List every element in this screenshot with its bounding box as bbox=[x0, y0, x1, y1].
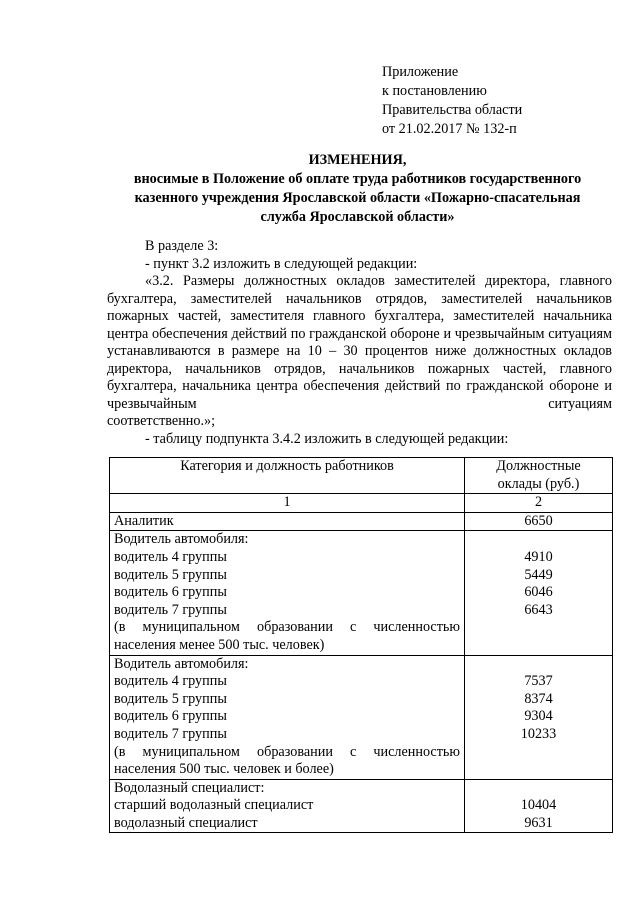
column-number-row bbox=[110, 494, 613, 513]
instruction-item: - пункт 3.2 изложить в следующей редакции: bbox=[145, 255, 418, 272]
addendum-line: к постановлению bbox=[382, 83, 487, 99]
document-body bbox=[107, 238, 612, 448]
title-main: ИЗМЕНЕНИЯ, bbox=[308, 152, 407, 168]
addendum-line: Приложение bbox=[382, 64, 459, 80]
position-group: Водитель автомобиля: водитель 4 группы водитель 5 группы водитель 6 группы водитель 7 группы (в муниципальном образовании с численностью населения менее 500 тыс. человек) bbox=[110, 531, 465, 655]
table-row bbox=[110, 779, 613, 833]
salary-table bbox=[109, 457, 613, 833]
instruction-item: - таблицу подпункта 3.4.2 изложить в следующей редакции: bbox=[145, 430, 509, 447]
position-group: Водолазный специалист: старший водолазный специалист водолазный специалист bbox=[110, 779, 465, 833]
position-group: Водитель автомобиля: водитель 4 группы водитель 5 группы водитель 6 группы водитель 7 группы (в муниципальном образовании с численностью населения 500 тыс. человек и более) bbox=[110, 655, 465, 779]
amended-paragraph-end: соответственно.»; bbox=[107, 413, 216, 429]
position-label: Аналитик bbox=[110, 512, 465, 531]
table-row bbox=[110, 655, 613, 779]
title-subline: казенного учреждения Ярославской области «Пожарно-спасательная bbox=[134, 190, 581, 206]
header-category: Категория и должность работников bbox=[110, 458, 465, 494]
column-number: 2 bbox=[465, 494, 613, 513]
section-heading: В разделе 3: bbox=[145, 238, 219, 254]
title-subline: служба Ярославской области» bbox=[260, 209, 455, 225]
addendum-block bbox=[382, 63, 522, 139]
header-salary: Должностные оклады (руб.) bbox=[465, 458, 613, 494]
table-row bbox=[110, 512, 613, 531]
document-title bbox=[80, 151, 635, 227]
addendum-line: Правительства области bbox=[382, 102, 523, 118]
salary-values: 10404 9631 bbox=[465, 779, 613, 833]
salary-values: 4910 5449 6046 6643 bbox=[465, 531, 613, 655]
addendum-date-line: от 21.02.2017 № 132-п bbox=[382, 121, 517, 137]
amended-paragraph: «3.2. Размеры должностных окладов заместителей директора, главного бухгалтера, заместителей начальников отрядов, заместителей начальников пожарных частей, заместителя главного бухгалтера, заместителей начальника центра обеспечения действий по гражданской обороне и чрезвычайным ситуациям устанавливаются в размере на 10 – 30 процентов ниже должностных окладов директора, начальников отрядов, начальников пожарных частей, главного бухгалтера, начальника центра обеспечения действий по гражданской обороне и чрезвычайным ситуациям bbox=[107, 273, 612, 412]
title-subline: вносимые в Положение об оплате труда работников государственного bbox=[133, 171, 582, 187]
table-header-row bbox=[110, 458, 613, 494]
column-number: 1 bbox=[110, 494, 465, 513]
salary-value: 6650 bbox=[465, 512, 613, 531]
salary-values: 7537 8374 9304 10233 bbox=[465, 655, 613, 779]
table-row bbox=[110, 531, 613, 655]
